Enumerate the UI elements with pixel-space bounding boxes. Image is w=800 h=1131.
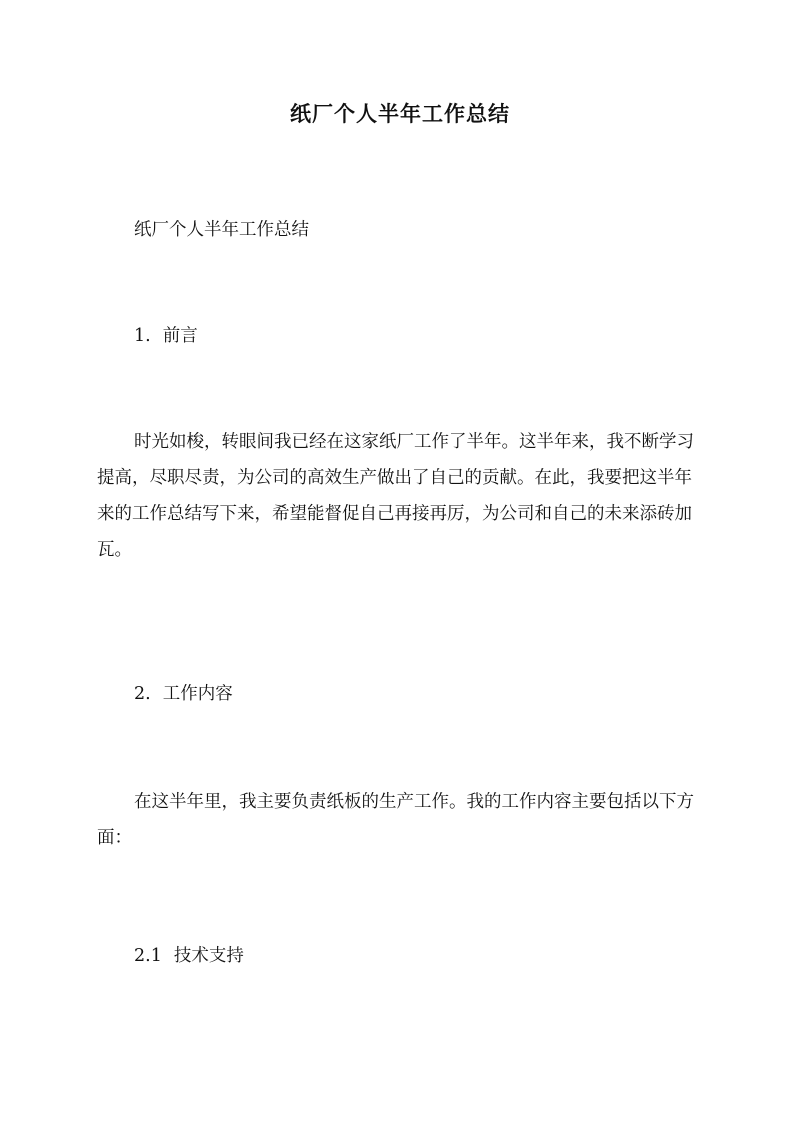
section-heading-1 [97,318,703,354]
subsection-title-2-1: 技术支持 [173,946,244,966]
document-subtitle: 纸厂个人半年工作总结 [134,220,309,240]
section-title-1: 前言 [162,326,198,346]
document-title: 纸厂个人半年工作总结 [290,101,510,126]
section-paragraph-2: 在这半年里，我主要负责纸板的生产工作。我的工作内容主要包括以下方面： [97,792,694,848]
section-paragraph-1: 时光如梭，转眼间我已经在这家纸厂工作了半年。这半年来，我不断学习提高，尽职尽责，为公司的高效生产做出了自己的贡献。在此，我要把这半年来的工作总结写下来，希望能督促自己再接再厉，为公司和自己的未来添砖加瓦。 [97,432,694,560]
section-title-2: 工作内容 [162,684,233,704]
section-number-2: 2. [134,684,151,704]
section-number-1: 1. [134,326,151,346]
subsection-number-2-1: 2.1 [134,946,162,966]
subsection-heading-2-1 [97,938,703,974]
section-heading-2 [97,676,703,712]
